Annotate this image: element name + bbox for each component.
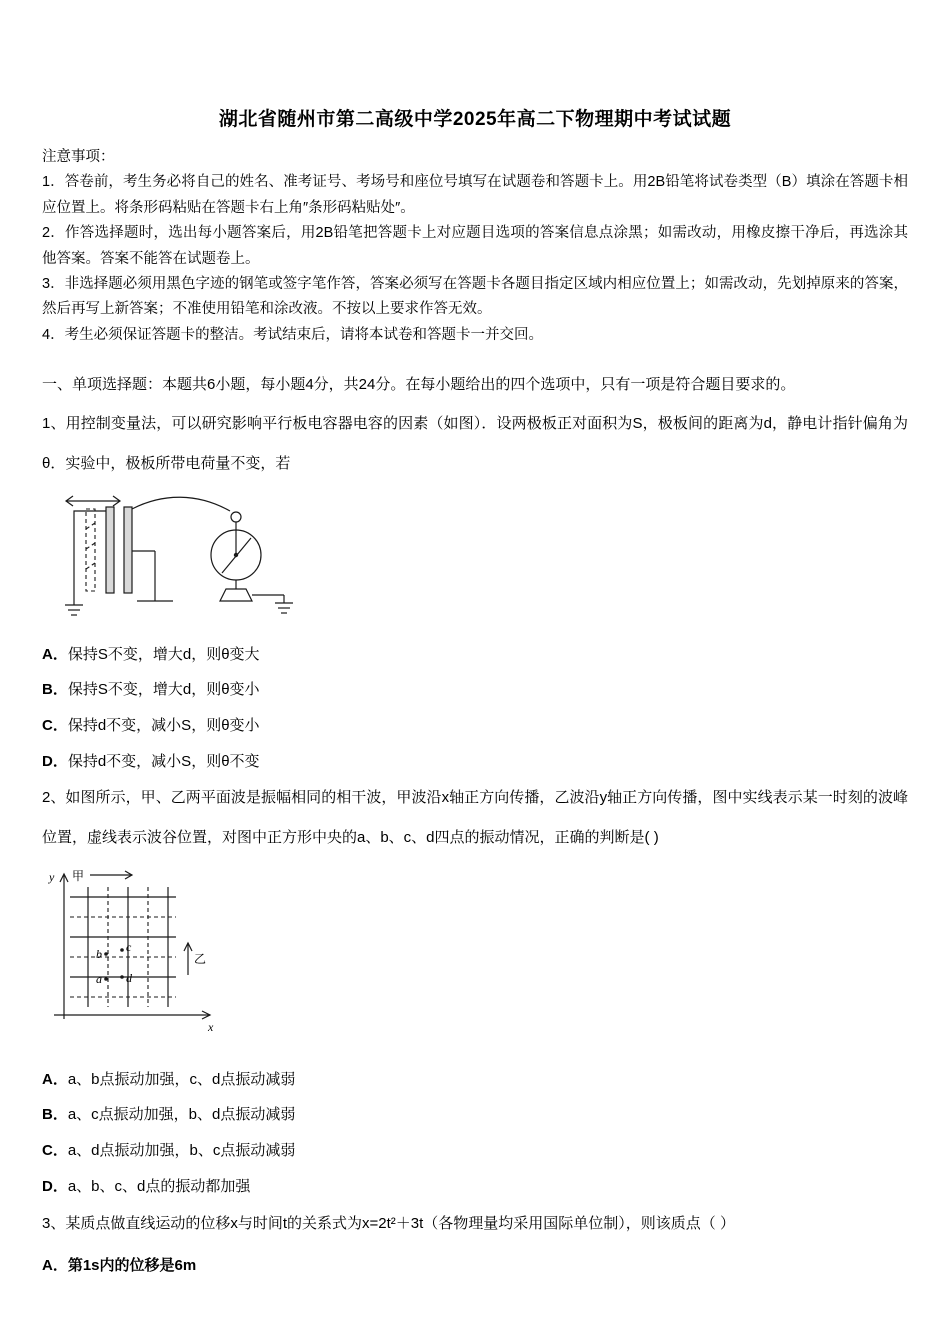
x-axis [54,1011,214,1034]
point-a [96,972,108,986]
option-letter: A． [42,1070,68,1088]
section-heading: 一、单项选择题：本题共6小题，每小题4分，共24分。在每小题给出的四个选项中，只有一项是符合题目要求的。 [42,376,796,393]
capacitor-electroscope-diagram [58,491,306,629]
option-text: a、b、c、d点的振动都加强 [67,1177,251,1195]
svg-text:c: c [126,939,132,954]
notice-item-4: 4．考生必须保证答题卡的整洁。考试结束后，请将本试卷和答题卡一并交回。 [42,326,544,343]
question-1-option-d [42,753,908,772]
wave-jia-direction [72,869,132,883]
notice-heading: 注意事项： [42,149,115,165]
double-arrow-icon [66,496,120,506]
wave-yi-direction [184,943,206,975]
notice-section [42,145,908,348]
option-text: a、b点振动加强，c、d点振动减弱 [67,1070,296,1088]
notice-item-2: 2．作答选择题时，选出每小题答案后，用2B铅笔把答题卡上对应题目选项的答案信息点涂黑；如需改动，用橡皮擦干净后，再选涂其他答案。答案不能答在试题卷上。 [42,225,908,267]
y-axis [48,870,68,1019]
wave-yi-label: 乙 [194,951,207,966]
lab-stand [132,551,173,601]
option-text: 保持d不变，减小S，则θ变小 [67,717,260,734]
ground-wire-right [252,595,284,603]
electroscope [211,512,261,601]
wave-interference-diagram [42,865,220,1037]
question-2-option-b [42,1106,908,1125]
option-text: a、c点振动加强，b、d点振动减弱 [67,1106,296,1124]
question-1-option-a [42,646,908,665]
left-wire [74,511,106,605]
question-1-options [42,646,908,772]
horizontal-crest-lines [70,897,176,977]
question-3-options [42,1257,908,1276]
option-text: 保持d不变，减小S，则θ不变 [67,752,260,770]
question-1-figure [58,491,908,629]
notice-item-1: 1．答卷前，考生务必将自己的姓名、准考证号、考场号和座位号填写在试题卷和答题卡上。用2B铅笔将试卷类型（B）填涂在答题卡相应位置上。将条形码粘贴在答题卡右上角″条形码粘贴处″。 [42,174,908,216]
question-3-stem: 3、某质点做直线运动的位移x与时间t的关系式为x=2t²＋3t（各物理量均采用国际单位制），则该质点（ ） [42,1214,735,1232]
right-wire [132,497,230,511]
question-2-option-d [42,1178,908,1197]
page-title: 湖北省随州市第二高级中学2025年高二下物理期中考试试题 [218,109,732,130]
option-letter: B． [42,681,68,699]
question-1-stem: 1、用控制变量法，可以研究影响平行板电容器电容的因素（如图）．设两极板正对面积为S，极板间的距离为d，静电计指针偏角为θ．实验中，极板所带电荷量不变，若 [42,414,908,472]
ground-symbol-left [65,605,83,615]
capacitor-plates [106,507,132,593]
ground-symbol-right [275,603,293,613]
question-2-stem: 2、如图所示，甲、乙两平面波是振幅相同的相干波，甲波沿x轴正方向传播，乙波沿y轴正方向传播，图中实线表示某一时刻的波峰位置，虚线表示波谷位置，对图中正方形中央的a、b、c、d四点的振动情况，正确的判断是( ) [42,788,908,846]
question-1-option-c [42,717,908,736]
question-3-option-a [42,1257,908,1276]
horizontal-trough-lines [70,917,176,997]
x-axis-label: x [208,1019,214,1034]
question-3 [42,1207,908,1276]
question-1-option-b [42,681,908,700]
option-letter: D． [42,752,68,770]
question-2-option-c [42,1142,908,1161]
svg-text:d: d [126,970,132,985]
option-letter: B． [42,1106,68,1124]
wave-jia-label: 甲 [72,868,85,883]
question-2 [42,778,908,1197]
option-letter: A． [42,645,68,663]
y-axis-label: y [49,869,55,884]
option-letter: A． [42,1256,68,1274]
option-text: 保持S不变，增大d，则θ变小 [67,681,260,699]
option-text: a、d点振动加强，b、c点振动减弱 [67,1142,296,1159]
option-letter: C． [42,1142,68,1159]
movable-plate-ghost [86,509,95,591]
option-letter: C． [42,717,68,734]
question-2-figure [42,865,908,1037]
svg-text:a: a [96,971,102,986]
option-letter: D． [42,1177,68,1195]
question-1 [42,404,908,772]
option-text: 保持S不变，增大d，则θ变大 [67,645,260,663]
question-2-option-a [42,1071,908,1090]
svg-text:b: b [96,946,102,961]
option-text: 第1s内的位移是6m [67,1256,197,1274]
notice-item-3: 3．非选择题必须用黑色字迹的钢笔或签字笔作答，答案必须写在答题卡各题目指定区域内相应位置上；如需改动，先划掉原来的答案，然后再写上新答案；不准使用铅笔和涂改液。不按以上要求作答无效。 [42,275,908,318]
point-b [96,947,108,961]
point-c [120,940,132,954]
point-d [120,971,133,985]
question-2-options [42,1071,908,1197]
